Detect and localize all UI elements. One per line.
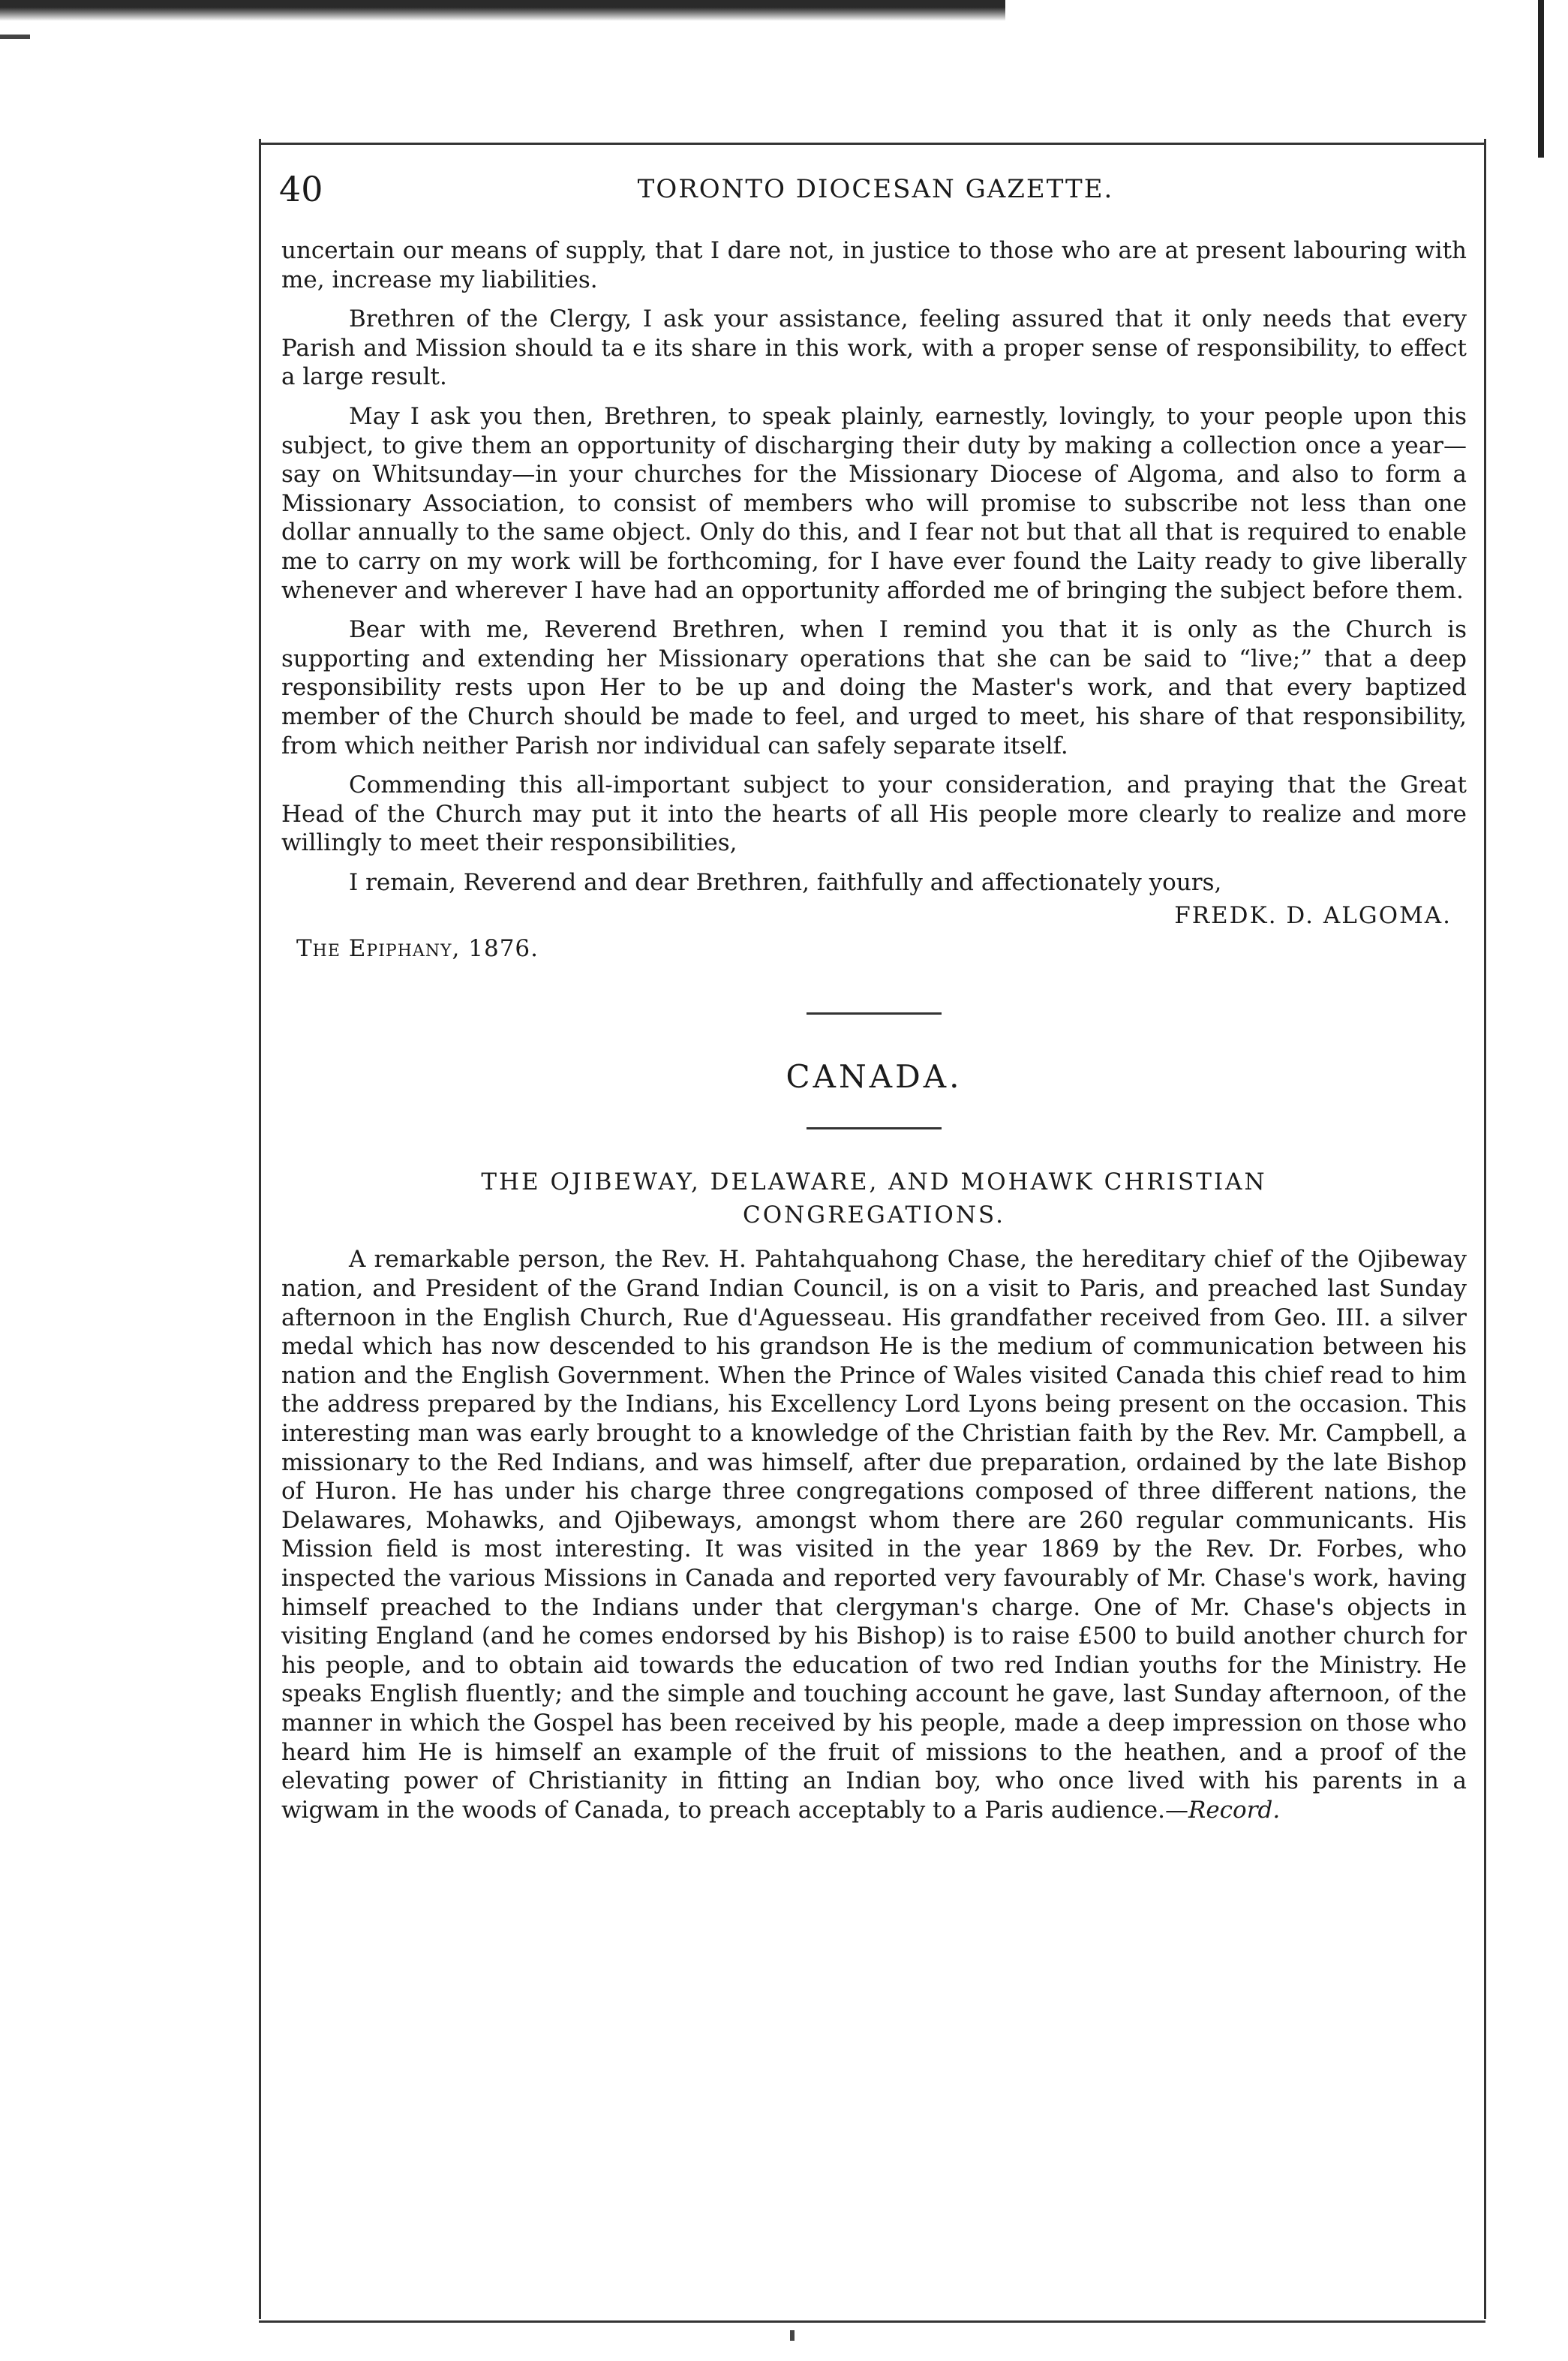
article-text: A remarkable person, the Rev. H. Pahtahquahong Chase, the hereditary chief of the Ojibeway nation, and President of the Grand Indian Council, is on a visit to Paris, and preached last Sunday afternoon in the English Church, Rue d'Aguesseau. His grandfather received from Geo. III. a silver medal which has now descended to his grandson He is the medium of communication between his nation and the English Government. When the Prince of Wales visited Canada this chief read to him the address prepared by the Indians, his Excellency Lord Lyons being present on the occasion. This interesting man was early brought to a knowledge of the Christian faith by the Rev. Mr. Campbell, a missionary to the Red Indians, and was himself, after due preparation, ordained by the late Bishop of Huron. He has under his charge three congregations composed of three different nations, the Delawares, Mohawks, and Ojibeways, amongst whom there are 260 regular communicants. His Mission field is most interesting. It was visited in the year 1869 by the Rev. Dr. Forbes, who inspected the various Missions in Canada and reported very favourably of Mr. Chase's work, having himself preached to the Indians under that clergyman's charge. One of Mr. Chase's objects in visiting England (and he comes endorsed by his Bishop) is to raise £500 to build another church for his people, and to obtain aid towards the education of two red Indian youths for the Ministry. He speaks English fluently; and the simple and touching account he gave, last Sunday afternoon, of the manner in which the Gospel has been received by his people, made a deep impression on those who heard him He is himself an example of the fruit of missions to the heathen, and a proof of the elevating power of Christianity in fitting an Indian boy, who once lived with his parents in a wigwam in the woods of Canada, to preach acceptably to a Paris audience.— <box>281 1246 1467 1824</box>
signature: FREDK. D. ALGOMA. <box>1174 902 1452 930</box>
section-heading: CANADA. <box>786 1058 963 1096</box>
letter-closing: I remain, Reverend and dear Brethren, faithfully and affectionately yours, <box>349 868 1222 896</box>
page-content <box>281 236 1467 1835</box>
page-header <box>279 167 1472 212</box>
letter-paragraph: Brethren of the Clergy, I ask your assistance, feeling assured that it only needs that every Parish and Mission should ta e its share in this work, with a proper sense of responsibility, to effect a large result. <box>281 305 1467 391</box>
scan-right-edge <box>1538 0 1544 158</box>
scan-top-edge <box>0 0 1005 21</box>
letter-paragraph: May I ask you then, Brethren, to speak plainly, earnestly, lovingly, to your people upon this subject, to give them an opportunity of discharging their duty by making a collection once a year—say on Whitsunday—in your churches for the Missionary Diocese of Algoma, and also to form a Missionary Association, to consist of members who will promise to subscribe not less than one dollar annually to the same object. Only do this, and I fear not but that all that is required to enable me to carry on my work will be forthcoming, for I have ever found the Laity ready to give liberally whenever and wherever I have had an opportunity afforded me of bringing the subject before them. <box>281 402 1467 604</box>
scan-mark <box>790 2330 795 2341</box>
letter-paragraph: uncertain our means of supply, that I dare not, in justice to those who are at present labouring with me, increase my liabilities. <box>281 237 1467 293</box>
article-source: Record. <box>1188 1796 1281 1824</box>
footer-rule <box>259 2320 1485 2323</box>
article-body <box>281 1245 1467 1824</box>
article-title-line: CONGREGATIONS. <box>743 1202 1005 1229</box>
dateline: The Epiphany, 1876. <box>296 935 539 963</box>
header-rule <box>259 143 1485 145</box>
section-divider <box>807 1127 942 1129</box>
running-title: TORONTO DIOCESAN GAZETTE. <box>637 174 1114 204</box>
letter-paragraph: Bear with me, Reverend Brethren, when I remind you that it is only as the Church is supporting and extending her Missionary operations that she can be said to “live;” that a deep responsibility rests upon Her to be up and doing the Master's work, and that every baptized member of the Church should be made to feel, and urged to meet, his share of that responsibility, from which neither Parish nor individual can safely separate itself. <box>281 616 1467 759</box>
article-title <box>334 1165 1414 1232</box>
page-number: 40 <box>279 169 323 209</box>
scan-mark <box>0 35 30 39</box>
letter <box>281 236 1467 967</box>
section-divider <box>807 1012 942 1015</box>
signature-block <box>281 901 1467 967</box>
letter-paragraph: Commending this all-important subject to your consideration, and praying that the Great Head of the Church may put it into the hearts of all His people more clearly to realize and more willingly to meet their responsibilities, <box>281 771 1467 857</box>
article-title-line: THE OJIBEWAY, DELAWARE, AND MOHAWK CHRISTIAN <box>481 1168 1267 1196</box>
